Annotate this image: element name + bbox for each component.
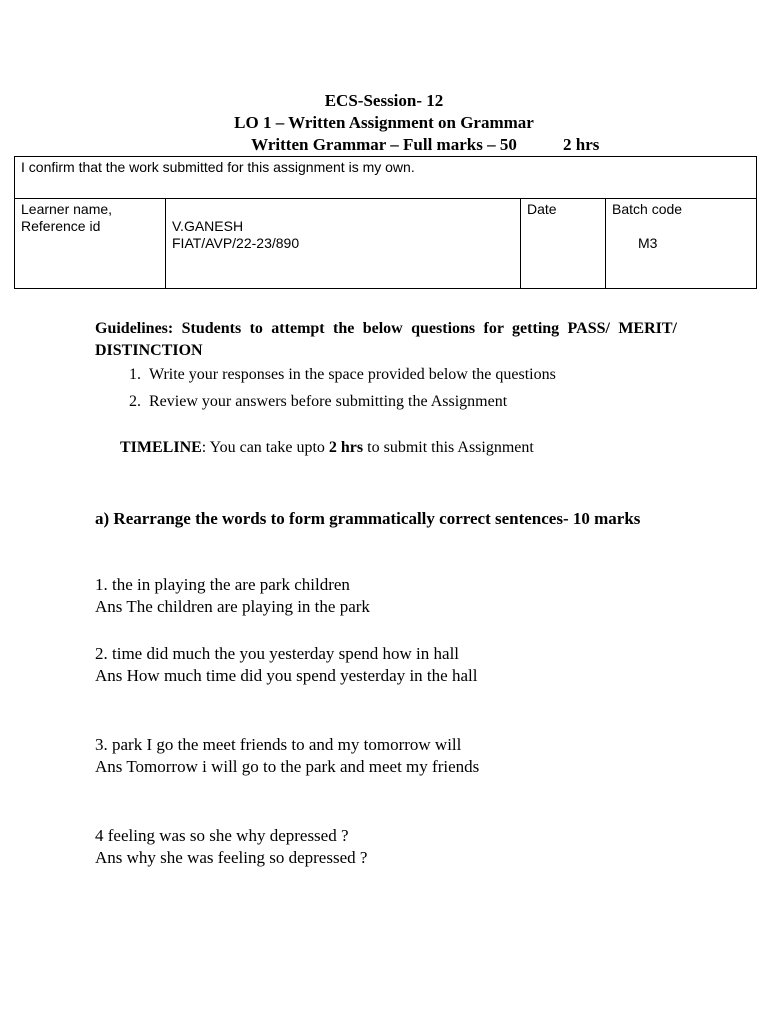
learner-value-cell [166,199,521,289]
section-a-heading: a) Rearrange the words to form grammatically correct sentences- 10 marks [95,509,641,528]
timeline-line [120,439,534,457]
question-block-1 [95,574,370,618]
full-marks-text: Written Grammar – Full marks – 50 [251,135,517,154]
batch-code-value: M3 [638,235,658,251]
guideline-item: 1. Write your responses in the space provided below the questions [145,364,677,386]
question-text: 1. the in playing the are park children [95,575,350,594]
batch-code-cell [606,199,757,289]
marks-line [0,134,768,156]
timeline-text-after: to submit this Assignment [363,439,534,456]
question-block-4 [95,825,367,869]
answer-text: Ans Tomorrow i will go to the park and meet my friends [95,757,480,776]
answer-text: Ans How much time did you spend yesterday in the hall [95,666,478,685]
learner-info-table [14,156,757,289]
reference-id-label: Reference id [21,218,101,234]
question-text: 3. park I go the meet friends to and my tomorrow will [95,735,462,754]
question-text: 4 feeling was so she why depressed ? [95,826,349,845]
question-block-3 [95,734,479,778]
answer-text: Ans The children are playing in the park [95,597,370,616]
reference-id-value: FIAT/AVP/22-23/890 [172,235,300,251]
document-header [0,90,768,156]
guideline-item: 2. Review your answers before submitting the Assignment [145,391,677,413]
question-text: 2. time did much the you yesterday spend how in hall [95,644,460,663]
confirmation-row [15,157,757,199]
date-cell [521,199,606,289]
guidelines-list [95,364,677,413]
timeline-duration: 2 hrs [328,439,364,456]
timeline-label: TIMELINE [120,439,202,456]
session-title: ECS-Session- 12 [324,91,444,110]
learner-name-label: Learner name, [21,201,113,217]
guidelines-title: Guidelines: Students to attempt the below questions for getting PASS/ MERIT/ DISTINCTION [95,320,677,359]
answer-text: Ans why she was feeling so depressed ? [95,848,368,867]
duration-text: 2 hrs [563,135,600,154]
date-label: Date [527,201,557,217]
guidelines-section [95,318,677,418]
timeline-text-before: : You can take upto [201,439,329,456]
learner-label-cell [15,199,166,289]
confirmation-text: I confirm that the work submitted for this assignment is my own. [15,157,757,199]
learner-row [15,199,757,289]
batch-code-label: Batch code [612,201,683,217]
question-block-2 [95,643,477,687]
assignment-title: LO 1 – Written Assignment on Grammar [234,113,534,132]
learner-name-value: V.GANESH [172,218,244,234]
